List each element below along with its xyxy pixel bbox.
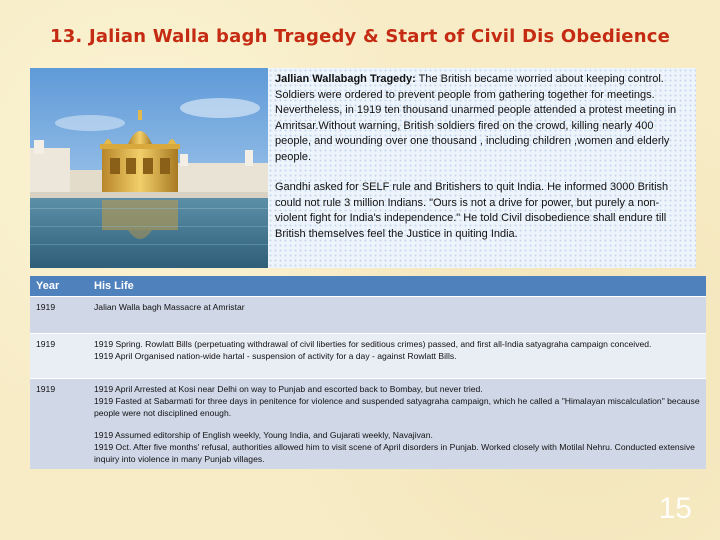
text-panel	[268, 68, 696, 268]
table-row	[30, 297, 706, 334]
row-life	[88, 379, 706, 470]
gandhi-paragraph: Gandhi asked for SELF rule and Britishers to quit India. He informed 3000 British could not rule 3 million Indians. "Ours is not a drive for power, but purely a non-violent fight for India's independence." He told Civil disobedience shall endure till British themselves feel the Justice in quiting India.	[275, 181, 669, 240]
slide-number: 15	[658, 492, 692, 525]
timeline-table	[30, 276, 706, 469]
life-line: 1919 Assumed editorship of English weekly, Young India, and Gujarati weekly, Navajivan.	[94, 430, 433, 440]
tragedy-text: The British became worried about keeping control. Soldiers were ordered to prevent people from gathering together for meetings. Nevertheless, in 1919 ten thousand unarmed people attended a protest meeting in Amritsar.Without warning, British soldiers fired on the crowd, killing nearly 400 people, and wounding over one thousand , including children ,women and elderly people.	[275, 73, 677, 163]
life-line: 1919 Fasted at Sabarmati for three days in penitence for violence and suspended satyagraha campaign, which he called a "Himalayan miscalculation" because people were not disciplined enough.	[94, 396, 700, 418]
slide-title: 13. Jalian Walla bagh Tragedy & Start of Civil Dis Obedience	[49, 26, 671, 47]
row-life	[88, 334, 706, 379]
row-year: 1919	[30, 297, 88, 334]
tragedy-heading: Jallian Wallabagh Tragedy:	[275, 73, 416, 85]
life-line: 1919 Oct. After five months' refusal, authorities allowed him to visit scene of April disorders in Punjab. Worked closely with Motilal Nehru. Conducted extensive inquiry into violence in many Punjab villages.	[94, 442, 695, 464]
row-year: 1919	[30, 334, 88, 379]
table-header-row	[30, 276, 706, 297]
life-line: 1919 April Organised nation-wide hartal - suspension of activity for a day - against Rowlatt Bills.	[94, 351, 457, 361]
table-row	[30, 334, 706, 379]
golden-temple-photo	[30, 68, 270, 268]
header-year: Year	[30, 276, 88, 297]
row-year: 1919	[30, 379, 88, 470]
life-line: 1919 April Arrested at Kosi near Delhi on way to Punjab and escorted back to Bombay, but never tried.	[94, 384, 483, 394]
line-gap	[94, 419, 700, 429]
table-row	[30, 379, 706, 470]
life-line: 1919 Spring. Rowlatt Bills (perpetuating withdrawal of civil liberties for seditious crimes) passed, and first all-India satyagraha campaign conceived.	[94, 339, 652, 349]
life-line: Jalian Walla bagh Massacre at Amristar	[94, 302, 245, 312]
header-his-life: His Life	[88, 276, 706, 297]
row-life	[88, 297, 706, 334]
tragedy-paragraph	[275, 72, 689, 165]
